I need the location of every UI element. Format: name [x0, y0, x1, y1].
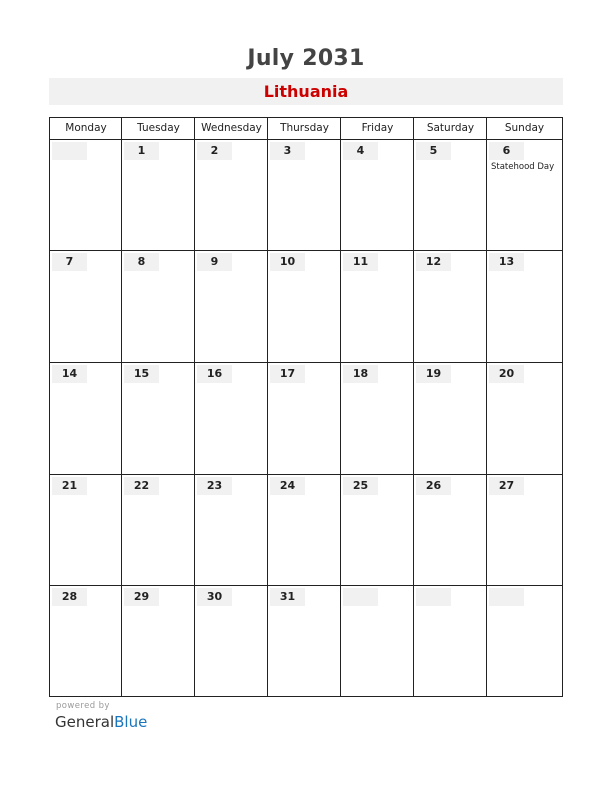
day-number: 9 — [210, 255, 219, 268]
day-number-box — [197, 588, 232, 606]
weekday-header-tuesday: Tuesday — [137, 122, 180, 134]
day-number: 28 — [61, 590, 78, 603]
day-number-box — [124, 365, 159, 383]
day-cell[interactable] — [50, 475, 121, 585]
day-cell[interactable] — [487, 475, 561, 585]
day-cell[interactable] — [122, 586, 194, 695]
day-number — [489, 588, 524, 606]
day-number: 5 — [429, 144, 438, 157]
day-number: 1 — [137, 144, 146, 157]
day-number: 3 — [283, 144, 292, 157]
day-cell[interactable] — [122, 475, 194, 585]
day-cell[interactable] — [50, 363, 121, 474]
day-number-box — [343, 588, 378, 606]
day-number: 17 — [279, 367, 296, 380]
day-number: 30 — [206, 590, 223, 603]
day-number: 20 — [498, 367, 515, 380]
day-cell[interactable] — [195, 586, 267, 695]
day-cell[interactable] — [414, 475, 486, 585]
day-number-box — [270, 588, 305, 606]
day-number-box — [343, 142, 378, 160]
powered-by-label: powered by — [56, 701, 110, 711]
day-number-box — [52, 142, 87, 160]
day-cell[interactable] — [268, 251, 340, 362]
day-cell[interactable] — [122, 251, 194, 362]
day-number-box — [52, 253, 87, 271]
day-number: 22 — [133, 479, 150, 492]
day-number: 26 — [425, 479, 442, 492]
day-number: 21 — [61, 479, 78, 492]
holiday-label: Statehood Day — [491, 162, 555, 172]
day-cell[interactable] — [341, 251, 413, 362]
day-number — [343, 588, 378, 606]
day-number-box — [416, 365, 451, 383]
day-cell[interactable] — [414, 251, 486, 362]
day-number-box — [416, 477, 451, 495]
day-number-box — [124, 253, 159, 271]
day-number: 29 — [133, 590, 150, 603]
day-cell[interactable] — [268, 586, 340, 695]
weekday-header-wednesday: Wednesday — [201, 122, 262, 134]
day-number: 7 — [65, 255, 74, 268]
day-number: 14 — [61, 367, 78, 380]
generalblue-logo[interactable] — [55, 713, 147, 731]
day-cell[interactable] — [122, 363, 194, 474]
day-number-box — [343, 477, 378, 495]
day-number-box — [489, 365, 524, 383]
day-cell[interactable] — [414, 363, 486, 474]
day-number-box — [52, 477, 87, 495]
day-number: 15 — [133, 367, 150, 380]
day-number-box — [416, 588, 451, 606]
weekday-header-saturday: Saturday — [426, 122, 475, 134]
day-cell[interactable] — [195, 251, 267, 362]
day-number-box — [197, 142, 232, 160]
day-cell[interactable] — [341, 363, 413, 474]
day-number-box — [124, 142, 159, 160]
weekday-header-thursday: Thursday — [280, 122, 329, 134]
day-cell[interactable] — [195, 140, 267, 250]
day-number-box — [270, 142, 305, 160]
day-number: 27 — [498, 479, 515, 492]
weekday-header-sunday: Sunday — [504, 122, 545, 134]
day-number-box — [489, 142, 524, 160]
day-number-box — [343, 253, 378, 271]
day-number-box — [416, 142, 451, 160]
weekday-header-friday: Friday — [361, 122, 394, 134]
day-number: 25 — [352, 479, 369, 492]
day-number — [52, 142, 87, 160]
day-number-box — [124, 477, 159, 495]
day-cell[interactable] — [195, 363, 267, 474]
day-number-box — [197, 477, 232, 495]
day-number: 16 — [206, 367, 223, 380]
brand-blue-text: Blue — [114, 713, 148, 731]
day-number-box — [343, 365, 378, 383]
day-number-box — [489, 253, 524, 271]
day-number: 6 — [502, 144, 511, 157]
day-number-box — [197, 253, 232, 271]
country-banner — [49, 78, 563, 105]
day-cell[interactable] — [122, 140, 194, 250]
day-number-box — [52, 588, 87, 606]
day-cell[interactable] — [195, 475, 267, 585]
day-cell[interactable] — [50, 251, 121, 362]
day-cell[interactable] — [414, 586, 486, 695]
day-cell[interactable] — [487, 363, 561, 474]
day-number: 31 — [279, 590, 296, 603]
day-number-box — [489, 477, 524, 495]
day-number: 18 — [352, 367, 369, 380]
day-cell[interactable] — [414, 140, 486, 250]
day-number: 23 — [206, 479, 223, 492]
day-number-box — [416, 253, 451, 271]
day-number: 10 — [279, 255, 296, 268]
day-number — [416, 588, 451, 606]
day-cell[interactable] — [268, 140, 340, 250]
day-number: 24 — [279, 479, 296, 492]
day-number: 2 — [210, 144, 219, 157]
day-cell[interactable] — [268, 475, 340, 585]
day-number-box — [270, 253, 305, 271]
day-number: 12 — [425, 255, 442, 268]
calendar-grid — [49, 117, 563, 697]
day-cell[interactable] — [341, 586, 413, 695]
day-number-box — [270, 477, 305, 495]
day-number-box — [52, 365, 87, 383]
day-number: 19 — [425, 367, 442, 380]
day-cell[interactable] — [487, 251, 561, 362]
day-number-box — [124, 588, 159, 606]
day-number: 4 — [356, 144, 365, 157]
day-cell[interactable] — [487, 586, 561, 695]
weekday-header-monday: Monday — [65, 122, 107, 134]
day-cell[interactable] — [50, 140, 121, 250]
day-number: 8 — [137, 255, 146, 268]
day-number-box — [270, 365, 305, 383]
day-number-box — [489, 588, 524, 606]
day-cell[interactable] — [50, 586, 121, 695]
day-cell[interactable] — [341, 140, 413, 250]
calendar-title: July 2031 — [247, 46, 365, 71]
day-number-box — [197, 365, 232, 383]
day-cell[interactable] — [487, 140, 561, 250]
country-name: Lithuania — [263, 82, 349, 101]
day-number: 13 — [498, 255, 515, 268]
day-number: 11 — [352, 255, 369, 268]
day-cell[interactable] — [268, 363, 340, 474]
day-cell[interactable] — [341, 475, 413, 585]
brand-general-text: General — [55, 713, 115, 731]
